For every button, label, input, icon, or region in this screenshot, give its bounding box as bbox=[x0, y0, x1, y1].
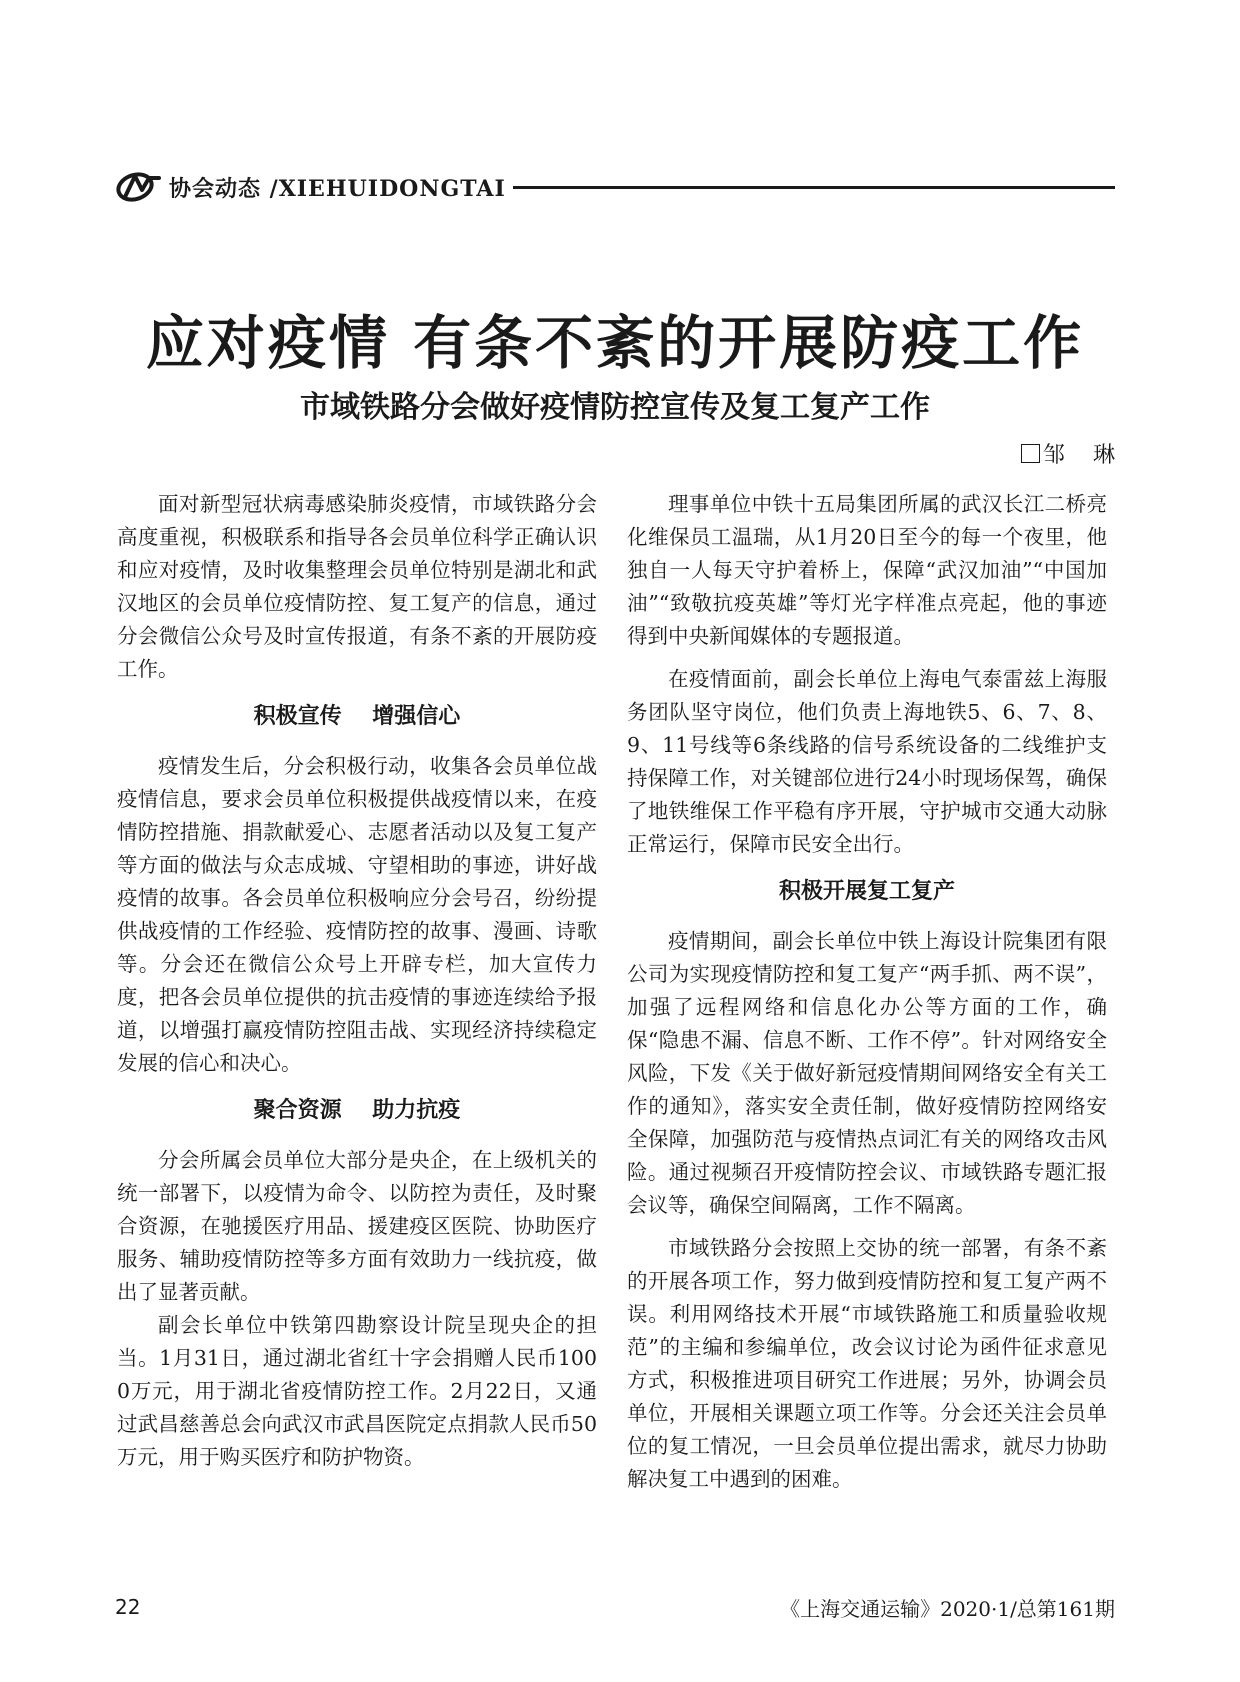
byline-box-icon bbox=[1021, 444, 1040, 463]
article-title: 应对疫情 有条不紊的开展防疫工作 bbox=[145, 309, 1085, 377]
paragraph: 理事单位中铁十五局集团所属的武汉长江二桥亮化维保员工温瑞，从1月20日至今的每一个夜里，他独自一人每天守护着桥上，保障“武汉加油”“中国加油”“致敬抗疫英雄”等灯光字样准点亮起，他的事迹得到中央新闻媒体的专题报道。 bbox=[627, 492, 1107, 648]
author-name: 邹 琳 bbox=[1043, 443, 1115, 468]
paragraph: 在疫情面前，副会长单位上海电气泰雷兹上海服务团队坚守岗位，他们负责上海地铁5、6、7、8、9、11号线等6条线路的信号系统设备的二线维护支持保障工作，对关键部位进行24小时现场保驾，确保了地铁维保工作平稳有序开展，守护城市交通大动脉正常运行，保障市民安全出行。 bbox=[627, 667, 1107, 856]
paragraph: 疫情期间，副会长单位中铁上海设计院集团有限公司为实现疫情防控和复工复产“两手抓、两不误”，加强了远程网络和信息化办公等方面的工作，确保“隐患不漏、信息不断、工作不停”。针对网络安全风险，下发《关于做好新冠疫情期间网络安全有关工作的通知》，落实安全责任制，做好疫情防控网络安全保障，加强防范与疫情热点词汇有关的网络攻击风险。通过视频召开疫情防控会议、市域铁路专题汇报会议等，确保空间隔离，工作不隔离。 bbox=[627, 929, 1107, 1217]
page-number: 22 bbox=[115, 1595, 141, 1619]
left-column bbox=[117, 488, 597, 1474]
right-column bbox=[627, 488, 1107, 1496]
header-rule bbox=[513, 186, 1115, 189]
paragraph: 面对新型冠状病毒感染肺炎疫情，市域铁路分会高度重视，积极联系和指导各会员单位科学正确认识和应对疫情，及时收集整理会员单位特别是湖北和武汉地区的会员单位疫情防控、复工复产的信息，通过分会微信公众号及时宣传报道，有条不紊的开展防疫工作。 bbox=[117, 492, 597, 681]
journal-issue-info: 《上海交通运输》2020·1/总第161期 bbox=[780, 1597, 1115, 1621]
paragraph: 分会所属会员单位大部分是央企，在上级机关的统一部署下，以疫情为命令、以防控为责任，及时聚合资源，在驰援医疗用品、援建疫区医院、协助医疗服务、辅助疫情防控等多方面有效助力一线抗疫，做出了显著贡献。 bbox=[117, 1148, 597, 1304]
section-name: 协会动态 /XIEHUIDONGTAI bbox=[169, 176, 506, 202]
author-byline bbox=[1021, 438, 1115, 469]
association-logo-icon bbox=[115, 170, 163, 204]
paragraph: 副会长单位中铁第四勘察设计院呈现央企的担当。1月31日，通过湖北省红十字会捐赠人民币1000万元，用于湖北省疫情防控工作。2月22日，又通过武昌慈善总会向武汉市武昌医院定点捐款人民币50万元，用于购买医疗和防护物资。 bbox=[117, 1313, 597, 1469]
section-heading: 积极宣传 增强信心 bbox=[253, 704, 461, 729]
section-heading: 聚合资源 助力抗疫 bbox=[253, 1098, 461, 1123]
article-subtitle: 市域铁路分会做好疫情防控宣传及复工复产工作 bbox=[300, 390, 930, 425]
section-heading: 积极开展复工复产 bbox=[778, 879, 955, 904]
running-header bbox=[115, 168, 1115, 208]
paragraph: 疫情发生后，分会积极行动，收集各会员单位战疫情信息，要求会员单位积极提供战疫情以来，在疫情防控措施、捐款献爱心、志愿者活动以及复工复产等方面的做法与众志成城、守望相助的事迹，讲好战疫情的故事。各会员单位积极响应分会号召，纷纷提供战疫情的工作经验、疫情防控的故事、漫画、诗歌等。分会还在微信公众号上开辟专栏，加大宣传力度，把各会员单位提供的抗击疫情的事迹连续给予报道，以增强打赢疫情防控阻击战、实现经济持续稳定发展的信心和决心。 bbox=[117, 754, 597, 1075]
paragraph: 市域铁路分会按照上交协的统一部署，有条不紊的开展各项工作，努力做到疫情防控和复工复产两不误。利用网络技术开展“市域铁路施工和质量验收规范”的主编和参编单位，改会议讨论为函件征求意见方式，积极推进项目研究工作进展；另外，协调会员单位，开展相关课题立项工作等。分会还关注会员单位的复工情况，一旦会员单位提出需求，就尽力协助解决复工中遇到的困难。 bbox=[627, 1236, 1107, 1491]
